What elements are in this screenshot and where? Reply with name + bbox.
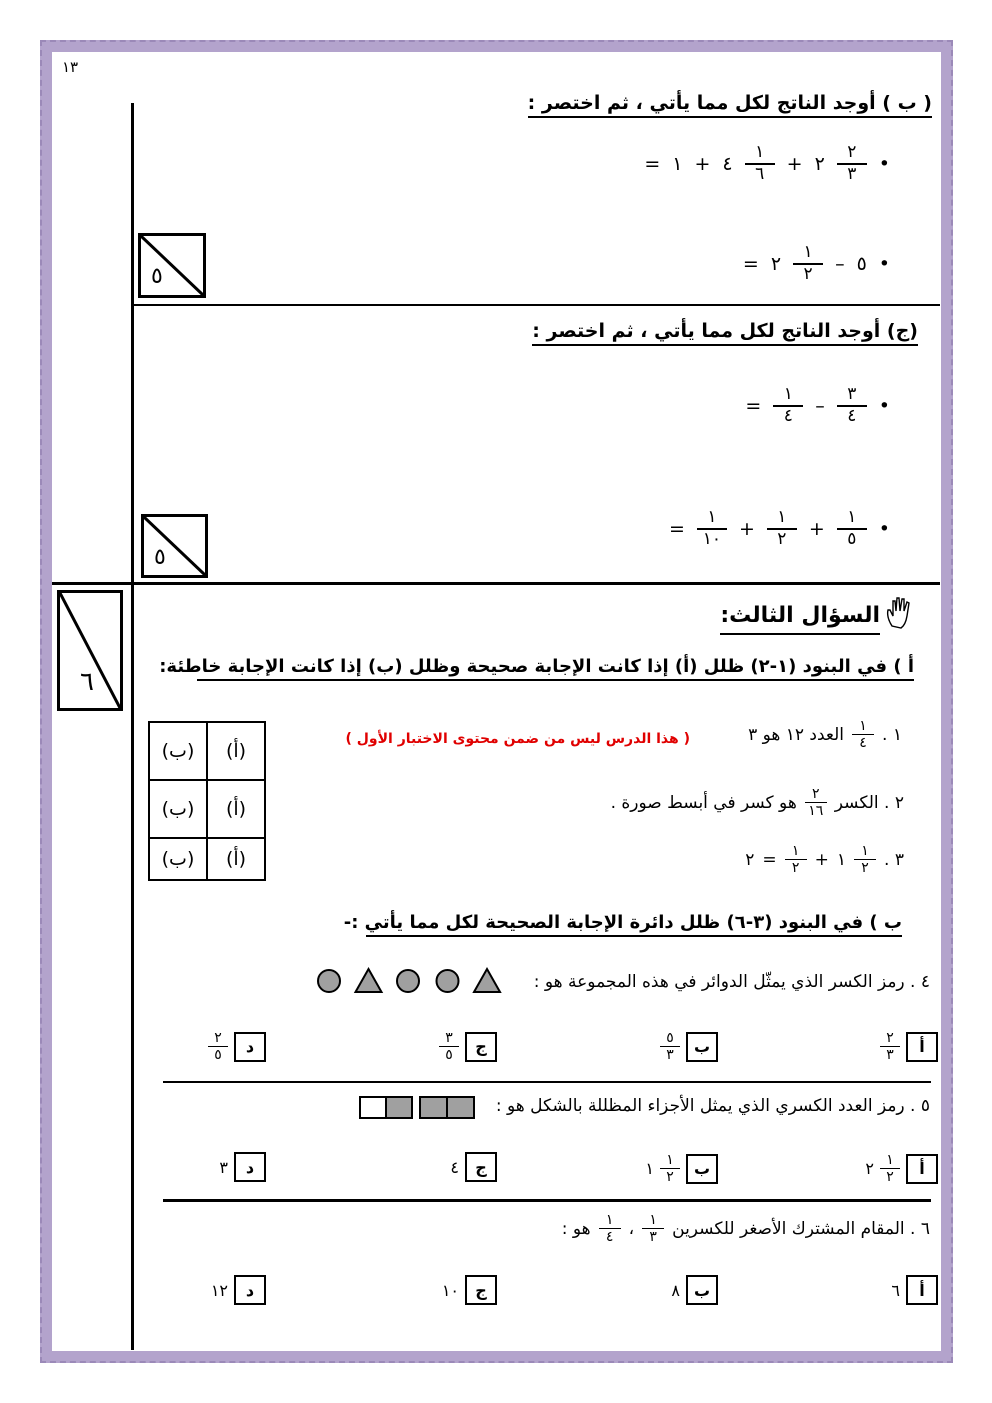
answer-b[interactable]: (ب) xyxy=(149,838,207,880)
item-3 xyxy=(745,843,904,876)
answer-b[interactable]: (ب) xyxy=(149,722,207,780)
numerator: ١ xyxy=(767,508,797,530)
part-b-mcq-title: ب ) في البنود (٣-٦) ظلل دائرة الإجابة الصحيحة لكل مما يأتي :- xyxy=(366,912,902,937)
part-c-title: (ج) أوجد الناتج لكل مما يأتي ، ثم اختصر : xyxy=(532,320,918,346)
part-a-title: أ ) في البنود (١-٢) ظلل (أ) إذا كانت الإجابة صحيحة وظلل (ب) إذا كانت الإجابة خاطئة: xyxy=(197,656,914,681)
option-4[interactable] xyxy=(208,1030,266,1063)
expr-text: ٢ xyxy=(865,1159,874,1179)
divider xyxy=(163,1081,931,1083)
divider xyxy=(132,304,940,306)
shaded-bars xyxy=(359,1096,477,1124)
expr-text: = xyxy=(644,152,661,175)
fraction xyxy=(852,718,874,751)
expr-text: + xyxy=(808,517,825,540)
shaded-part xyxy=(447,1097,474,1118)
divider xyxy=(163,1199,931,1202)
numerator: ٣ xyxy=(837,385,867,407)
answer-a[interactable]: (أ) xyxy=(207,838,265,880)
expr-text: + xyxy=(738,517,755,540)
expr-text: ٣ xyxy=(219,1157,228,1177)
fraction xyxy=(773,385,803,426)
denominator: ١٠ xyxy=(702,528,722,549)
expr-text: هو كسر في أبسط صورة . xyxy=(610,792,797,813)
option-3[interactable] xyxy=(450,1152,497,1182)
page-number: ١٣ xyxy=(62,58,79,76)
bullet: • xyxy=(878,252,890,275)
score-box xyxy=(138,233,206,298)
fraction xyxy=(599,1212,621,1245)
option-4[interactable] xyxy=(219,1152,266,1182)
fraction xyxy=(854,843,876,876)
fraction xyxy=(642,1212,664,1245)
numerator: ١ xyxy=(852,718,874,735)
denominator: ٣ xyxy=(886,1047,894,1064)
margin-line xyxy=(131,103,134,1350)
divider xyxy=(52,582,940,585)
expr-text: ٤ . رمز الكسر الذي يمثّل الدوائر في هذه المجموعة هو : xyxy=(533,972,930,992)
expr-text: = xyxy=(745,394,762,417)
denominator: ٥ xyxy=(445,1047,453,1064)
item-5 xyxy=(496,1096,930,1116)
numerator: ١ xyxy=(793,243,823,265)
numerator: ١ xyxy=(660,1152,680,1169)
fraction xyxy=(439,1030,459,1063)
denominator: ٥ xyxy=(847,528,857,549)
fraction xyxy=(805,786,827,819)
option-letter[interactable]: ب xyxy=(686,1275,718,1305)
option-2[interactable] xyxy=(645,1152,718,1185)
option-2[interactable] xyxy=(660,1030,718,1063)
numerator: ١ xyxy=(785,843,807,860)
answer-table xyxy=(148,721,266,881)
score-box xyxy=(57,590,123,711)
expression xyxy=(743,243,890,284)
option-1[interactable] xyxy=(880,1030,938,1063)
note: ( هذا الدرس ليس من ضمن محتوى الاختبار الأول ) xyxy=(345,731,690,747)
fraction xyxy=(660,1030,680,1063)
expr-text: ٥ . رمز العدد الكسري الذي يمثل الأجزاء المظللة بالشكل هو : xyxy=(495,1096,930,1116)
denominator: ٣ xyxy=(847,163,857,184)
bullet: • xyxy=(878,152,890,175)
option-letter[interactable]: د xyxy=(234,1032,266,1062)
expr-text: ٢ xyxy=(770,252,782,275)
numerator: ٢ xyxy=(805,786,827,803)
fraction xyxy=(880,1152,900,1185)
score-box xyxy=(141,514,208,578)
option-letter[interactable]: أ xyxy=(906,1032,938,1062)
item-2 xyxy=(611,786,904,819)
numerator: ١ xyxy=(880,1152,900,1169)
expr-text: = xyxy=(762,849,777,870)
expr-text: ٦ xyxy=(891,1280,900,1300)
shaded-part xyxy=(420,1097,447,1118)
expr-text: – xyxy=(815,394,825,417)
option-3[interactable] xyxy=(439,1030,497,1063)
numerator: ١ xyxy=(599,1212,621,1229)
denominator: ٤ xyxy=(859,735,867,752)
expr-text: – xyxy=(835,252,845,275)
fraction xyxy=(837,385,867,426)
numerator: ٢ xyxy=(880,1030,900,1047)
option-letter[interactable]: د xyxy=(234,1152,266,1182)
numerator: ١ xyxy=(773,385,803,407)
expr-text: ٥ xyxy=(856,252,867,275)
question-3-title: السؤال الثالث: xyxy=(720,603,880,635)
fraction xyxy=(880,1030,900,1063)
expr-text: ٤ xyxy=(722,152,733,175)
denominator: ٣ xyxy=(666,1047,674,1064)
option-letter[interactable]: ج xyxy=(465,1032,497,1062)
denominator: ٢ xyxy=(803,263,813,284)
denominator: ٢ xyxy=(861,860,869,877)
numerator: ١ xyxy=(854,843,876,860)
fraction xyxy=(208,1030,228,1063)
fraction xyxy=(767,508,797,549)
option-2[interactable] xyxy=(671,1275,718,1305)
circle-shape xyxy=(397,970,419,992)
expr-text: ٢ xyxy=(745,849,755,870)
fraction xyxy=(697,508,727,549)
expression xyxy=(669,508,890,549)
denominator: ٤ xyxy=(847,405,857,426)
expr-text: ٣ . xyxy=(884,849,904,870)
expr-text: ، xyxy=(628,1218,635,1239)
expr-text: ٨ xyxy=(671,1280,680,1300)
option-letter[interactable]: ب xyxy=(686,1032,718,1062)
expr-text: + xyxy=(814,849,829,870)
expr-text: ١ . xyxy=(882,724,902,745)
option-letter[interactable]: ج xyxy=(465,1152,497,1182)
triangle-shape xyxy=(474,969,500,992)
fraction xyxy=(785,843,807,876)
score-value: ٥ xyxy=(151,264,163,289)
option-1[interactable] xyxy=(865,1152,938,1185)
option-3[interactable] xyxy=(442,1275,497,1305)
expr-text: ٤ xyxy=(450,1157,459,1177)
denominator: ١٦ xyxy=(808,803,824,820)
fraction xyxy=(837,508,867,549)
option-letter[interactable]: د xyxy=(234,1275,266,1305)
numerator: ١ xyxy=(745,143,775,165)
denominator: ٥ xyxy=(214,1047,222,1064)
numerator: ١ xyxy=(837,508,867,530)
denominator: ٦ xyxy=(755,163,765,184)
expr-text: + xyxy=(786,152,803,175)
option-letter[interactable]: ب xyxy=(686,1154,718,1184)
expr-text: = xyxy=(669,517,685,540)
fraction xyxy=(660,1152,680,1185)
expr-text: = xyxy=(742,252,759,275)
denominator: ٢ xyxy=(791,860,800,877)
fraction xyxy=(793,243,823,284)
expression xyxy=(745,385,890,426)
expr-text: ١ xyxy=(672,152,683,175)
expr-text: ١٢ xyxy=(210,1280,228,1300)
answer-b[interactable]: (ب) xyxy=(149,780,207,838)
bullet: • xyxy=(878,517,890,540)
fraction xyxy=(837,143,867,184)
denominator: ٢ xyxy=(777,528,787,549)
numerator: ١ xyxy=(642,1212,664,1229)
item-6 xyxy=(562,1212,930,1245)
numerator: ٣ xyxy=(439,1030,459,1047)
expr-text: ١٠ xyxy=(441,1280,459,1300)
numerator: ١ xyxy=(697,508,727,530)
denominator: ٤ xyxy=(605,1229,614,1246)
option-letter[interactable]: أ xyxy=(906,1275,938,1305)
circle-shape xyxy=(318,970,340,992)
numerator: ٥ xyxy=(660,1030,680,1047)
expr-text: ٦ . المقام المشترك الأصغر للكسرين xyxy=(672,1218,930,1239)
denominator: ٤ xyxy=(783,405,793,426)
score-value: ٦ xyxy=(80,667,94,697)
expr-text: العدد ١٢ هو ٣ xyxy=(748,724,845,745)
part-b-title: ( ب ) أوجد الناتج لكل مما يأتي ، ثم اختصر : xyxy=(528,92,932,118)
item-1 xyxy=(748,718,902,751)
answer-a[interactable]: (أ) xyxy=(207,780,265,838)
option-1[interactable] xyxy=(891,1275,938,1305)
denominator: ٢ xyxy=(666,1169,674,1186)
expr-text: ١ xyxy=(645,1159,654,1179)
expression xyxy=(644,143,890,184)
answer-a[interactable]: (أ) xyxy=(207,722,265,780)
denominator: ٣ xyxy=(649,1229,657,1246)
shaded-part xyxy=(386,1097,412,1118)
option-letter[interactable]: أ xyxy=(906,1154,938,1184)
circle-shape xyxy=(437,970,459,992)
expr-text: ٢ xyxy=(814,152,825,175)
option-letter[interactable]: ج xyxy=(465,1275,497,1305)
bullet: • xyxy=(878,394,890,417)
numerator: ٢ xyxy=(208,1030,228,1047)
denominator: ٢ xyxy=(886,1169,894,1186)
expr-text: هو : xyxy=(561,1218,591,1239)
expr-text: ٢ . الكسر xyxy=(834,792,904,813)
shapes-group xyxy=(314,966,504,1000)
fraction xyxy=(745,143,775,184)
score-value: ٥ xyxy=(154,545,166,570)
triangle-shape xyxy=(356,969,382,992)
option-4[interactable] xyxy=(211,1275,266,1305)
item-4 xyxy=(534,972,930,992)
hand-icon xyxy=(884,596,916,634)
expr-text: + xyxy=(694,152,711,175)
numerator: ٢ xyxy=(837,143,867,165)
expr-text: ١ xyxy=(836,849,847,870)
